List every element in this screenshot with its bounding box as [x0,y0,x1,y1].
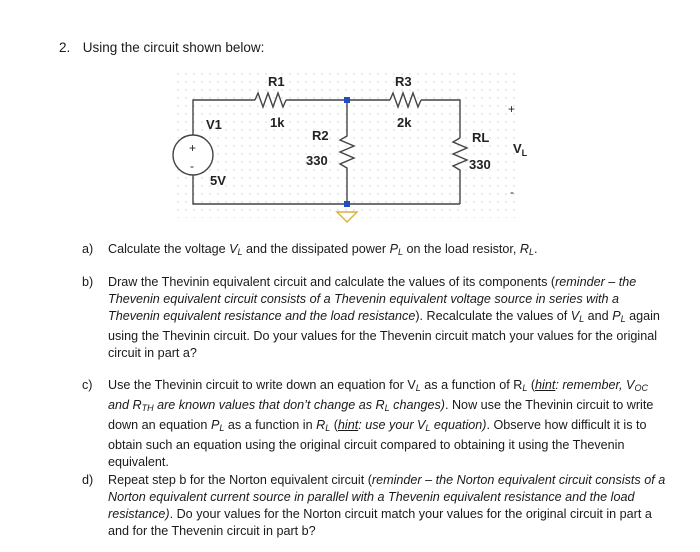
question-number: 2. [59,40,71,55]
part-c: c) Use the Thevinin circuit to write down an equation for $V_L$ as a function of $R_L$ (hint: remember, $V_{OC}$ and $R_{TH}$ are known values that don’t change as $R_L$ changes). Now use the Thevinin circuit to write down an equation $P_L$ as a function in $R_L$ (hint: use your $V_L$ equation). Observe how difficult it is to obtain such an equation using the original circuit compared to obtaining it using the Thevenin equivalent. [82,378,654,469]
value-r3: 2k [397,115,412,130]
vl-minus: - [510,185,514,199]
value-r2: 330 [306,153,328,168]
source-plus: + [189,141,197,155]
label-r3: R3 [395,74,412,89]
value-r1: 1k [270,115,285,130]
part-d: d) Repeat step b for the Norton equivalent circuit (reminder – the Norton equivalent circuit consists of a Norton equivalent current source in parallel with a Thevenin equivalent resistance and the load resistance). Do your values for the Norton circuit match your values for the original circuit in part a and for the Thevenin circuit in part b? [82,473,666,538]
label-r1: R1 [268,74,285,89]
value-rl: 330 [469,157,491,172]
part-label: d) [82,473,94,487]
vl-plus: + [508,102,516,116]
part-a: a) Calculate the voltage $V_L$ and the dissipated power $P_L$ on the load resistor, $R_L$. [82,242,538,257]
source-minus: - [190,159,194,173]
label-vl: $V_L$ [513,141,528,158]
question-prompt: Using the circuit shown below: [82,40,265,55]
part-label: b) [82,275,94,289]
circuit-diagram [0,0,700,240]
value-v1: 5V [210,173,226,188]
ground-node-marker [344,201,350,207]
node-marker [344,97,350,103]
label-v1: V1 [206,117,222,132]
label-rl: RL [472,130,490,145]
part-b: b) Draw the Thevinin equivalent circuit and calculate the values of its components (reminder – the Thevenin equivalent circuit consists of a Thevenin equivalent voltage source in series with a Thevenin equivalent resistance and the load resistance). Recalculate the values of $V_L$ and $P_L$ again using the Thevinin circuit. Do your values for the Thevenin circuit match your values for the original circuit in part a? [82,275,660,360]
part-label: c) [82,378,93,392]
label-r2: R2 [312,128,329,143]
part-label: a) [82,242,94,256]
